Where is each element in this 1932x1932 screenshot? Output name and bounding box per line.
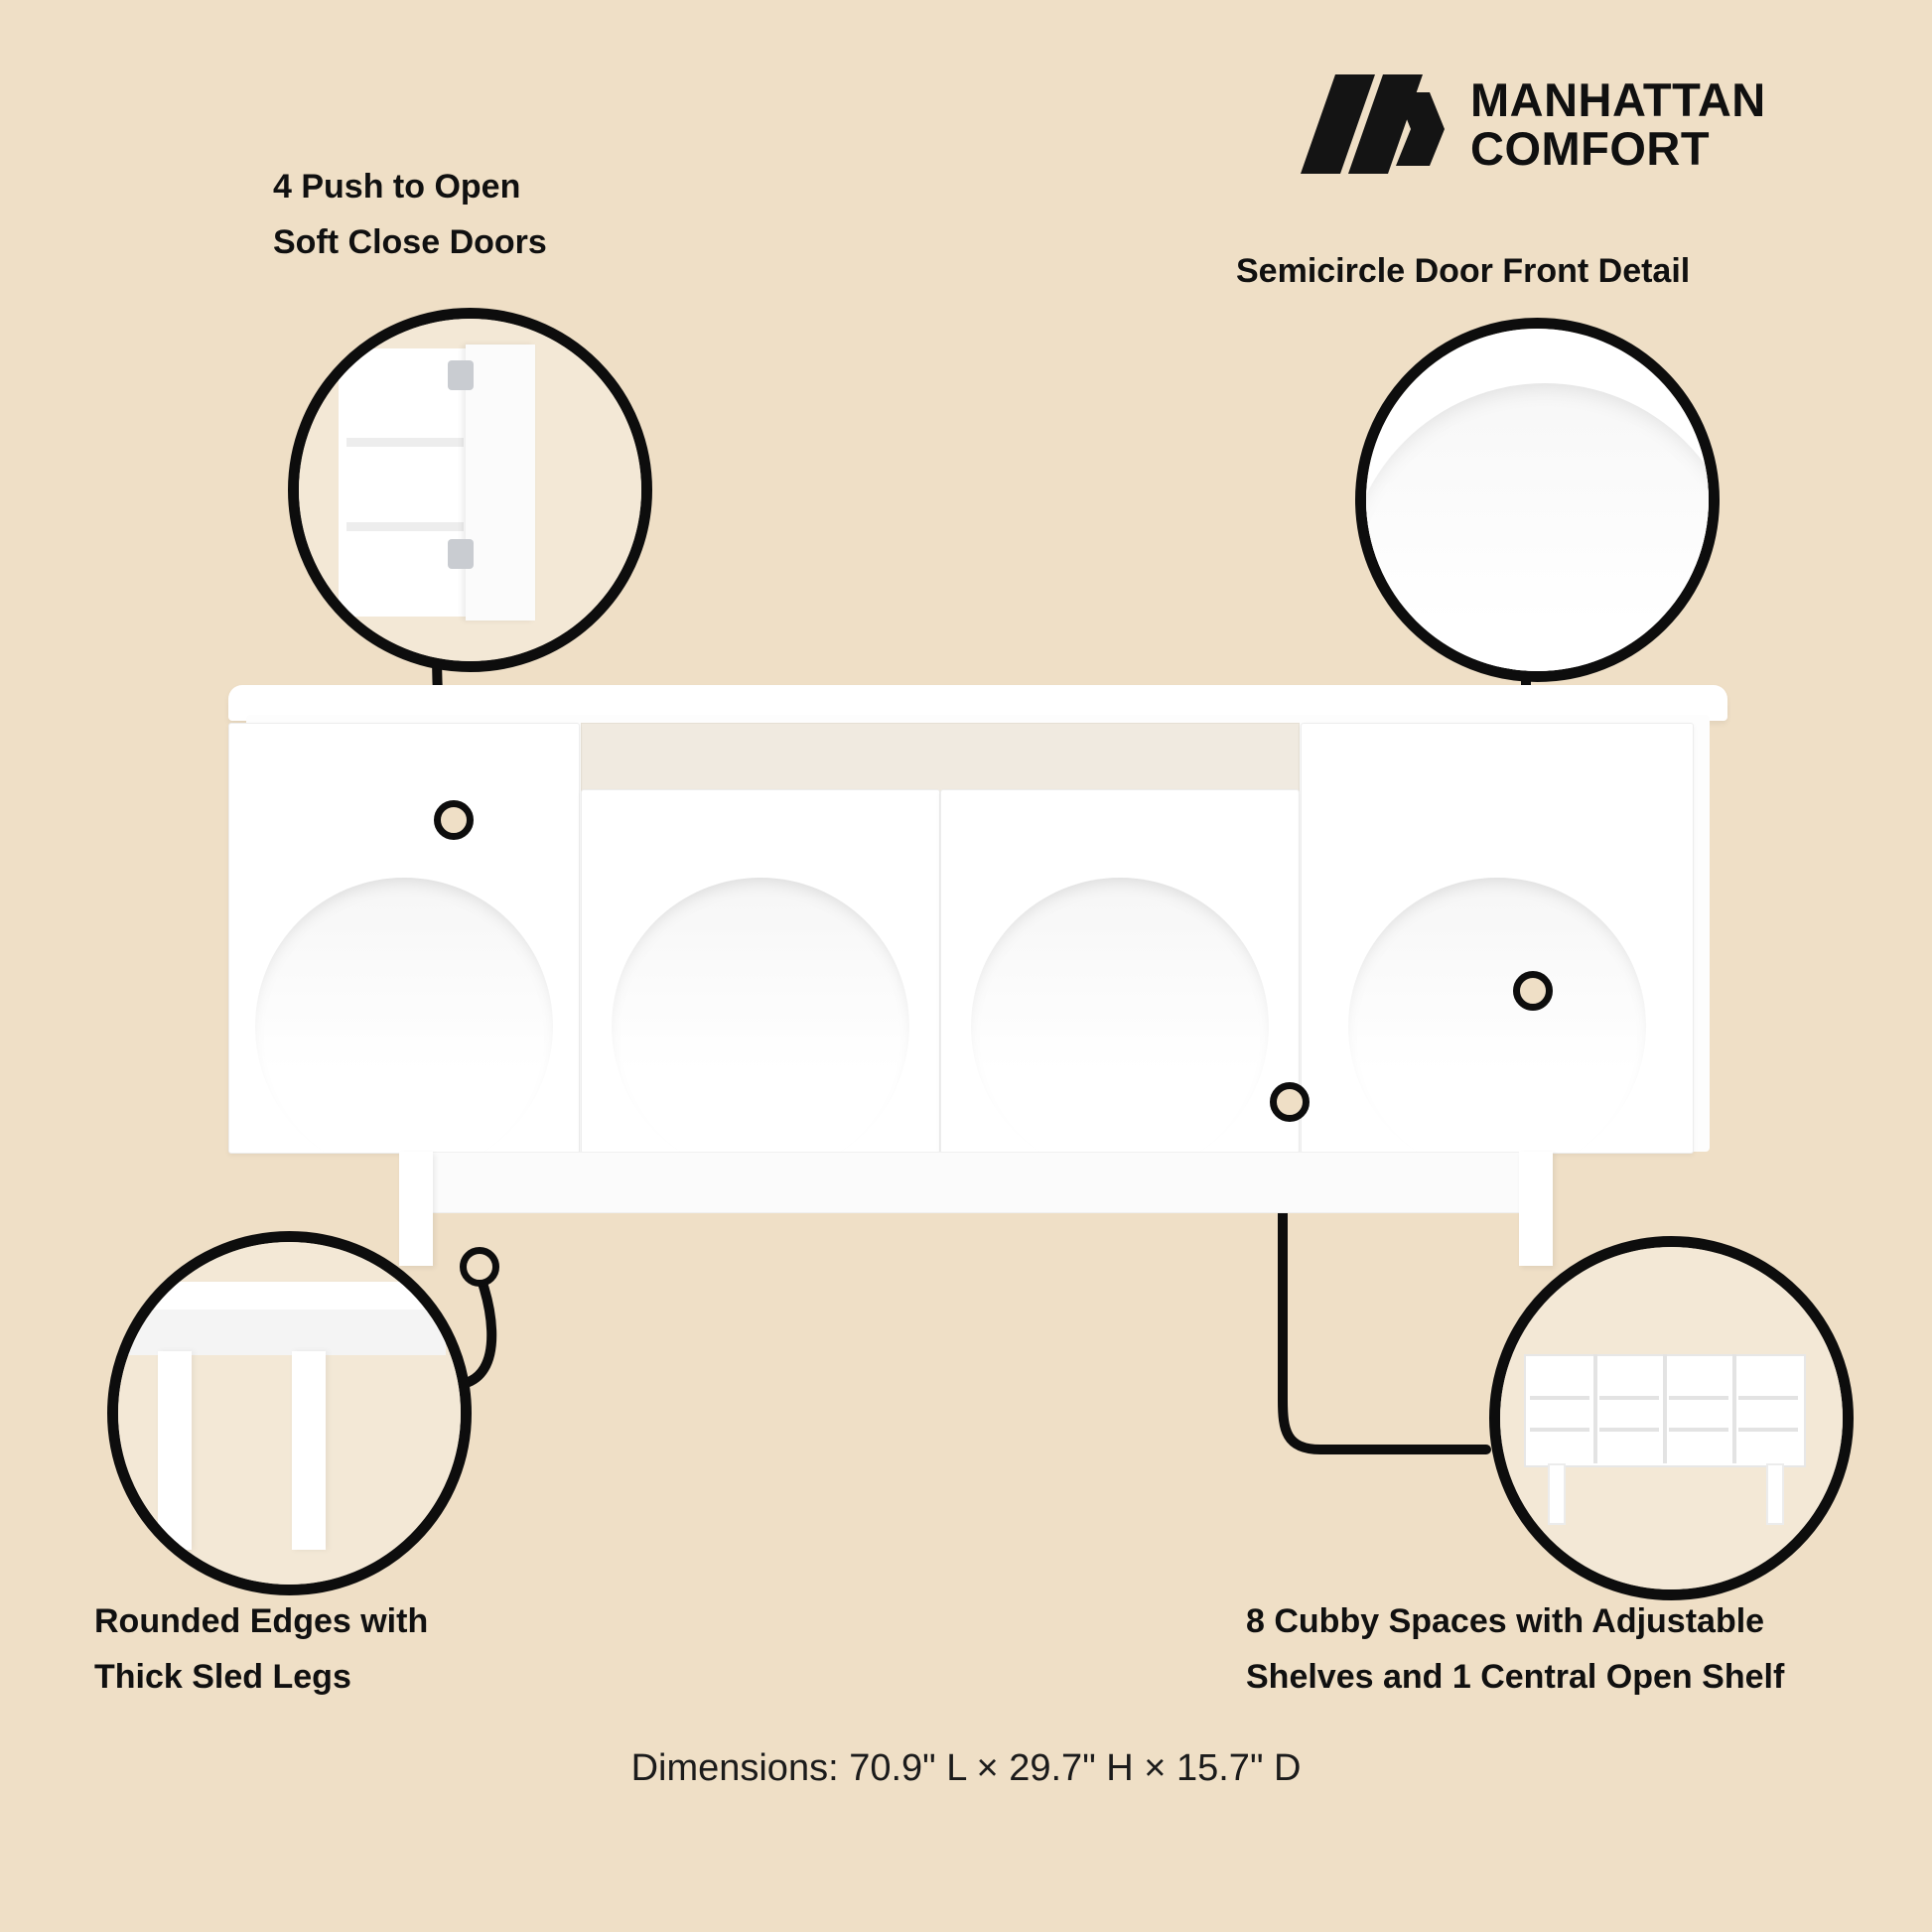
detail-bubble-sled-legs bbox=[107, 1231, 472, 1595]
brand-name-line1: MANHATTAN bbox=[1470, 72, 1766, 126]
cabinet-door-middle-left bbox=[581, 789, 940, 1154]
semicircle-detail-left bbox=[255, 878, 553, 1154]
sled-base-rail bbox=[432, 1152, 1526, 1213]
semicircle-detail-middle-left bbox=[612, 878, 909, 1154]
sled-leg-left bbox=[399, 1152, 433, 1266]
leader-dot-cubby bbox=[1270, 1082, 1310, 1122]
callout-label-cubby bbox=[1246, 1593, 1921, 1705]
cabinet-door-middle-right bbox=[940, 789, 1300, 1154]
callout-label-legs-line2: Thick Sled Legs bbox=[94, 1658, 351, 1697]
leader-dot-legs bbox=[460, 1247, 499, 1287]
leader-dot-doors bbox=[434, 800, 474, 840]
callout-label-doors-line2: Soft Close Doors bbox=[273, 223, 547, 262]
central-open-shelf bbox=[581, 723, 1300, 792]
callout-label-doors-line1: 4 Push to Open bbox=[273, 168, 521, 206]
callout-label-semicircle: Semicircle Door Front Detail bbox=[1236, 252, 1691, 290]
callout-label-cubby-line1: 8 Cubby Spaces with Adjustable bbox=[1246, 1602, 1765, 1640]
callout-label-cubby-line2: Shelves and 1 Central Open Shelf bbox=[1246, 1658, 1785, 1697]
brand-name-line2: COMFORT bbox=[1470, 122, 1711, 175]
leader-dot-semicircle bbox=[1513, 971, 1553, 1011]
detail-bubble-cubbies bbox=[1489, 1236, 1854, 1600]
sled-leg-right bbox=[1519, 1152, 1553, 1266]
cabinet-door-right bbox=[1301, 723, 1694, 1154]
sideboard-illustration bbox=[228, 685, 1727, 1281]
semicircle-detail-right bbox=[1348, 878, 1646, 1154]
callout-label-legs-line1: Rounded Edges with bbox=[94, 1602, 429, 1640]
callout-label-legs bbox=[94, 1593, 561, 1705]
detail-bubble-semicircle bbox=[1355, 318, 1720, 682]
cabinet-door-left bbox=[228, 723, 580, 1154]
semicircle-detail-middle-right bbox=[971, 878, 1269, 1154]
detail-bubble-open-door bbox=[288, 308, 652, 672]
callout-label-doors bbox=[273, 159, 700, 270]
dimensions-text: Dimensions: 70.9" L × 29.7" H × 15.7" D bbox=[630, 1747, 1302, 1789]
